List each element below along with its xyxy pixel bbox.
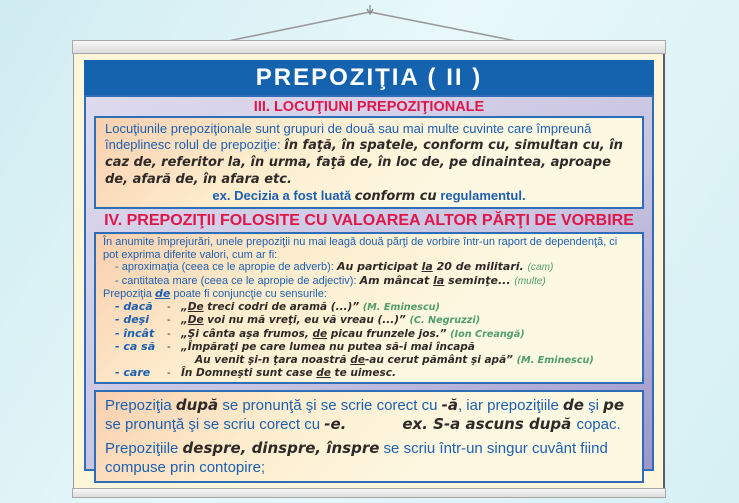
quote-open: În Domneşti sunt case xyxy=(181,367,317,379)
sense-word: - ca să xyxy=(115,340,156,353)
rule1-pe: pe xyxy=(603,395,625,414)
quote-line1: „Împăraţi pe care lumea nu putea să-i mai încapă xyxy=(181,341,475,353)
value-label: - cantitatea mare (ceea ce le apropie de adjectiv): xyxy=(115,274,360,287)
sense-dash: - xyxy=(167,327,171,340)
sense-quote xyxy=(181,341,475,354)
quote-underline: de xyxy=(350,353,365,366)
quote-author: (M. Eminescu) xyxy=(516,354,594,366)
sense-word: - care xyxy=(115,366,151,379)
sense-word: - dacă xyxy=(115,299,153,313)
poster-paper xyxy=(73,54,665,488)
rule1-dupa: după xyxy=(175,395,219,414)
rule1-de: de xyxy=(563,395,584,414)
spelling-box xyxy=(94,390,644,483)
sense-row-incat xyxy=(103,328,635,342)
rule1-c: se pronunţă şi se scrie corect cu xyxy=(218,396,442,414)
content-panel xyxy=(84,95,654,476)
rule2-a: Prepoziţiile xyxy=(105,439,183,457)
quote-underline: De xyxy=(187,300,204,313)
value-note: (multe) xyxy=(514,275,546,287)
example-emphasis: conform cu xyxy=(354,189,437,204)
conj-lead: Prepoziţia xyxy=(103,288,155,300)
section4-intro: În anumite împrejurări, unele prepoziţii nu mai leagă două părţi de vorbire într-un raport de dependenţă, ci pot exprima diferite valori, cum ar fi: xyxy=(103,236,618,261)
spelling-rule-2 xyxy=(105,439,633,477)
value-example: Au participat xyxy=(336,260,422,273)
quote-underline: De xyxy=(187,314,204,326)
sense-word: - deşi xyxy=(115,313,150,326)
quote-rest: voi nu mă vreţi, eu vă vreau (...)” xyxy=(203,314,410,326)
rule1-example-tail: copac. xyxy=(576,415,621,433)
rule1-e-ending: -e. xyxy=(324,414,347,433)
rule1-g: şi xyxy=(583,396,604,414)
quote-rest: treci codri de aramă (...)” xyxy=(203,300,363,313)
value-example-tail: 20 de militari. xyxy=(432,260,528,273)
value-label: - aproximaţia (ceea ce le apropie de adverb): xyxy=(115,261,337,273)
page-title: PREPOZIŢIA ( II ) xyxy=(84,60,654,95)
conj-tail: poate fi conjuncţie cu sensurile: xyxy=(170,288,327,300)
quote-author: (M. Eminescu) xyxy=(362,301,440,313)
rule2-words: despre, dinspre, înspre xyxy=(182,438,380,457)
rule1-i: se pronunţă şi se scriu corect cu xyxy=(105,415,325,433)
sense-quote-cont xyxy=(195,354,594,366)
quote-author: (Ion Creangă) xyxy=(450,328,525,340)
definition-examples: în faţă, în spatele, conform cu, simultan cu, în caz de, referitor la, în urma, faţă de, în loc de, pe dinaintea, aproape de, afară de, în afara etc. xyxy=(105,138,623,187)
quote-line2: Au venit şi-n ţara noastră xyxy=(195,353,351,366)
sense-row-casa-cont xyxy=(103,354,635,368)
bottom-rail xyxy=(72,488,666,498)
section4-box xyxy=(94,232,644,384)
quote-open: „ xyxy=(181,314,188,326)
quote-open: „ xyxy=(181,300,188,313)
definition-text: Locuţiunile prepoziţionale sunt grupuri de două sau mai multe cuvinte care împreună îndeplinesc rolul de prepoziţie: xyxy=(105,121,592,152)
section4-heading: IV. PREPOZIŢII FOLOSITE CU VALOAREA ALTOR PĂRŢI DE VORBIRE xyxy=(104,212,634,229)
value-note: (cam) xyxy=(527,262,554,273)
sense-quote xyxy=(181,301,440,315)
sense-row-casa xyxy=(103,341,635,354)
rule1-example-lead: ex. S-a ascuns xyxy=(402,414,529,433)
rule1-a: Prepoziţia xyxy=(105,396,176,414)
sense-row-daca xyxy=(103,301,635,315)
value-example: Am mâncat xyxy=(359,273,434,287)
value-example-underline: la xyxy=(421,260,433,273)
sense-dash: - xyxy=(167,300,171,313)
top-rail xyxy=(72,40,666,54)
conj-de: de xyxy=(154,287,171,300)
locutiuni-definition xyxy=(105,121,633,188)
quote-rest: te uimesc. xyxy=(330,367,396,379)
quote-rest: picau frunzele jos.” xyxy=(327,327,451,340)
sense-word: - încât xyxy=(115,326,155,340)
rule2-c: se scriu într-un singur cuvânt fiind compuse prin contopire; xyxy=(105,439,608,476)
sense-quote xyxy=(181,328,525,342)
value-item-aproximatia xyxy=(103,261,635,275)
rule1-example-dupa: după xyxy=(528,414,577,433)
rule1-a-ending: -ă xyxy=(441,395,458,414)
sense-row-care xyxy=(103,367,635,380)
quote-author: (C. Negruzzi) xyxy=(409,315,481,326)
quote-line2-tail: -au cerut pământ şi apă” xyxy=(364,353,517,366)
conjunction-intro xyxy=(103,288,635,301)
example-lead: ex. Decizia a fost luată xyxy=(212,188,355,203)
sense-dash: - xyxy=(167,341,171,353)
example-tail: regulamentul. xyxy=(436,188,526,203)
value-item-cantitatea xyxy=(103,275,635,289)
section3-heading: III. LOCUŢIUNI PREPOZIŢIONALE xyxy=(253,99,485,115)
spelling-rule-1 xyxy=(105,396,633,434)
rule1-e: , iar prepoziţiile xyxy=(457,396,563,414)
quote-open: „Şi cânta aşa frumos, xyxy=(181,327,313,340)
section3-example xyxy=(105,188,633,205)
sense-dash: - xyxy=(167,367,171,379)
value-example-underline: la xyxy=(433,273,445,287)
value-example-tail: seminţe... xyxy=(444,273,515,287)
sense-quote xyxy=(181,314,480,328)
quote-underline: de xyxy=(312,327,328,340)
quote-underline: de xyxy=(316,367,331,379)
section3-box xyxy=(94,116,644,209)
sense-quote xyxy=(181,367,396,380)
sense-row-desi xyxy=(103,314,635,328)
sense-dash: - xyxy=(167,314,171,326)
